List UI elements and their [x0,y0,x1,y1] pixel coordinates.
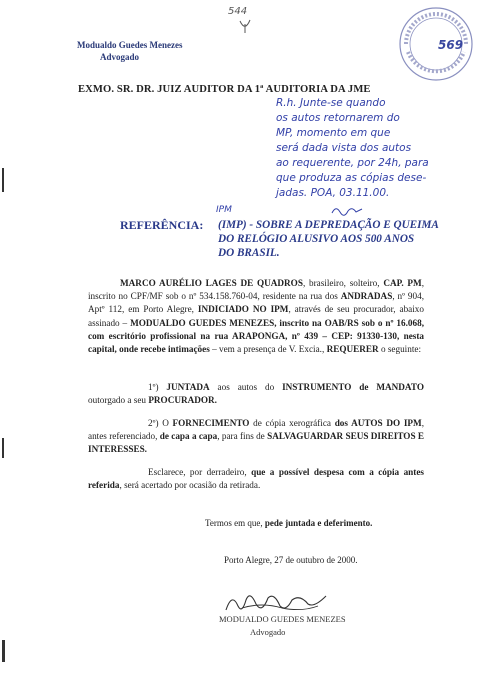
page-number-mark: 544 [228,6,248,17]
bold-run: que a possível despesa com a cópia antes referida [88,467,425,491]
text-run: , antes referenciado, [88,418,424,442]
text-run: , através de seu procurador, abaixo assinado – [88,304,424,328]
addressee: EXMO. SR. DR. JUIZ AUDITOR DA 1ª AUDITORIA DA JME [78,84,371,95]
text-run: 2º) O [148,418,173,428]
reference-label: REFERÊNCIA: [120,218,204,232]
letterhead-name: Modualdo Guedes Menezes [77,40,183,50]
bold-run: ANDRADAS [340,291,393,302]
dispatch-line: jadas. POA, 03.11.00. [276,187,390,199]
bold-run: REQUERER [326,344,379,355]
handwritten-ipm-note: IPM [216,205,232,215]
text-run: , nº 904, Aptº 112, em Porto Alegre, [88,291,424,315]
bold-run: MARCO AURÉLIO LAGES DE QUADROS [120,278,303,288]
text-run: , inscrito no CPF/MF sob o nº 534.158.760-04, residente na rua dos [88,278,424,302]
bold-run: INDICIADO NO IPM [197,304,289,315]
dispatch-line: será dada vista dos autos [276,142,412,154]
signer-name: MODUALDO GUEDES MENEZES [219,614,346,624]
bold-run: CAP. PM [383,278,422,288]
dispatch-line: os autos retornarem do [276,112,400,124]
handwritten-dispatch [276,96,446,201]
text-run: – vem a presença de V. Excia., [209,344,327,355]
scan-mark [2,640,5,662]
text-run: o seguinte: [378,344,422,355]
dispatch-line: R.h. Junte-se quando [276,97,386,109]
dispatch-line: que produza as cópias dese- [276,172,427,184]
place-date: Porto Alegre, 27 de outubro de 2000. [224,555,358,565]
reference-body [218,218,439,260]
text-run: aos autos do [209,382,283,392]
rubric-signature [330,203,364,217]
reference-line: (IMP) - SOBRE A DEPREDAÇÃO E QUEIMA [218,219,439,231]
closing-formula [205,518,372,528]
bold-run: PROCURADOR. [148,395,217,406]
stamp-number: 569 [438,38,464,52]
petition-paragraph-4 [88,466,424,492]
text-run: outorgado a seu [88,395,149,406]
petition-paragraph-1 [88,277,424,356]
text-run: , para fins de [217,431,268,442]
petition-paragraph-2 [88,381,424,407]
letterhead-title: Advogado [100,52,140,62]
court-stamp [392,4,478,84]
initials-mark [238,18,252,34]
text-run: de cópia xerográfica [249,418,335,428]
reference-line: DO BRASIL. [218,247,280,259]
closing-text: Termos em que, [205,518,265,528]
bold-run: dos AUTOS DO IPM [334,418,422,428]
text-run: 1º) [148,382,167,392]
bold-run: SALVAGUARDAR SEUS DIREITOS E INTERESSES. [88,431,425,455]
dispatch-line: ao requerente, por 24h, para [276,157,429,169]
closing-request: pede juntada e deferimento. [264,518,373,528]
bold-run: FORNECIMENTO [172,418,250,428]
scan-mark [2,168,4,192]
signer-title: Advogado [250,627,286,637]
bold-run: MODUALDO GUEDES MENEZES, inscrito na OAB/RS sob o nº 16.068, com escritório profissional na rua ARAPONGA, nº 439 – CEP: 91330-130, nesta capital, onde recebe intimações [88,317,424,355]
text-run: , brasileiro, solteiro, [302,278,384,288]
petition-paragraph-3 [88,417,424,457]
bold-run: INSTRUMENTO de MANDATO [282,382,424,392]
text-run: Esclarece, por derradeiro, [148,467,252,477]
text-run: , será acertado por ocasião da retirada. [119,480,261,491]
bold-run: de capa a capa [159,431,218,442]
bold-run: JUNTADA [166,382,210,392]
scan-mark [2,438,4,458]
dispatch-line: MP, momento em que [276,127,391,139]
reference-line: DO RELÓGIO ALUSIVO AOS 500 ANOS [218,233,415,245]
